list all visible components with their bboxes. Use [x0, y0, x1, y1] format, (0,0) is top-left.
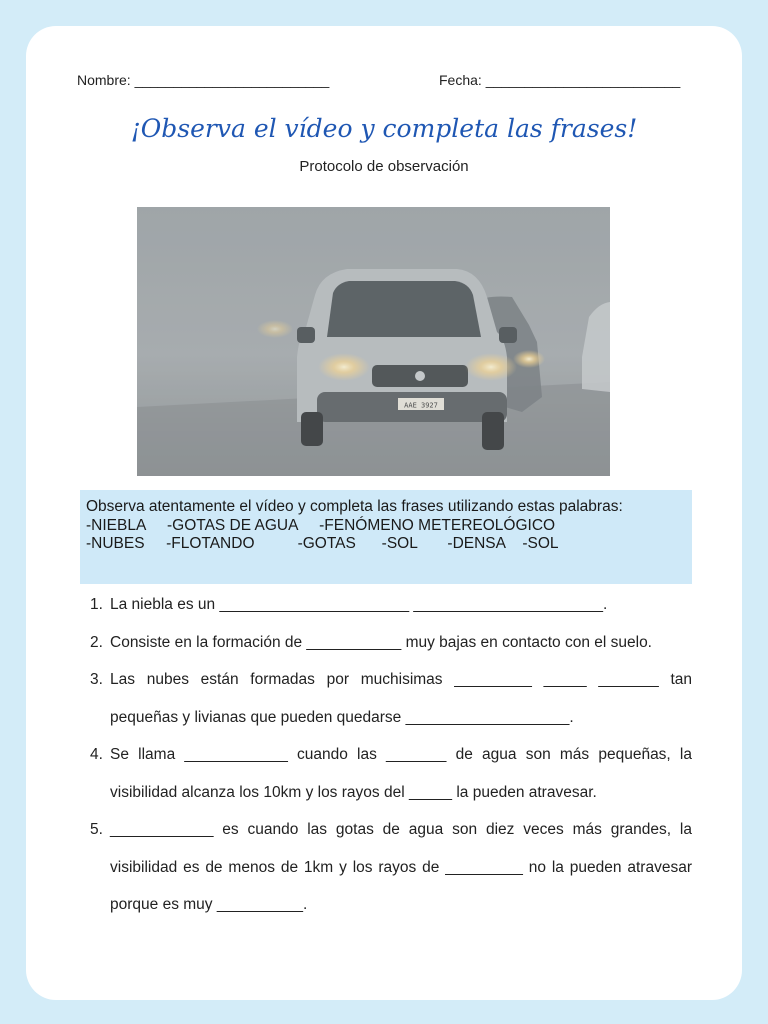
- question-number: 3.: [90, 671, 103, 688]
- question-item: [90, 624, 692, 662]
- fog-car-photo: [137, 207, 610, 476]
- question-item: [90, 811, 692, 924]
- questions-list: [90, 586, 692, 924]
- question-item: [90, 736, 692, 811]
- license-plate: AAE 3927: [404, 401, 438, 410]
- question-number: 1.: [90, 596, 103, 613]
- question-item: [90, 661, 692, 736]
- date-field: Fecha: _________________________: [439, 72, 681, 88]
- question-text: ____________ es cuando las gotas de agua son diez veces más grandes, la visibilidad es de menos de 1km y los rayos de _________ no la pueden atravesar porque es muy __________.: [110, 821, 692, 913]
- question-number: 2.: [90, 633, 103, 651]
- question-text: Las nubes están formadas por muchisimas _________ _____ _______ tan pequeñas y livianas que pueden quedarse ___________________.: [110, 671, 692, 726]
- word-bank-row-1: -NIEBLA -GOTAS DE AGUA -FENÓMENO METEREOLÓGICO: [86, 516, 556, 534]
- name-field: Nombre: _________________________: [77, 72, 330, 88]
- instructions-text: Observa atentamente el vídeo y completa las frases utilizando estas palabras:: [86, 498, 623, 515]
- question-text: Consiste en la formación de ___________ muy bajas en contacto con el suelo.: [110, 633, 652, 651]
- worksheet-title: ¡Observa el vídeo y completa las frases!: [130, 114, 638, 143]
- question-text: La niebla es un ______________________ ______________________.: [110, 596, 608, 613]
- question-item: [90, 586, 692, 624]
- question-number: 4.: [90, 746, 103, 763]
- word-bank-box: [80, 490, 692, 584]
- question-number: 5.: [90, 821, 103, 838]
- word-bank-row-2: -NUBES -FLOTANDO -GOTAS -SOL -DENSA -SOL: [86, 535, 559, 552]
- question-text: Se llama ____________ cuando las _______ de agua son más pequeñas, la visibilidad alcanza los 10km y los rayos del _____ la pueden atravesar.: [110, 746, 692, 801]
- worksheet-subtitle: Protocolo de observación: [299, 158, 469, 175]
